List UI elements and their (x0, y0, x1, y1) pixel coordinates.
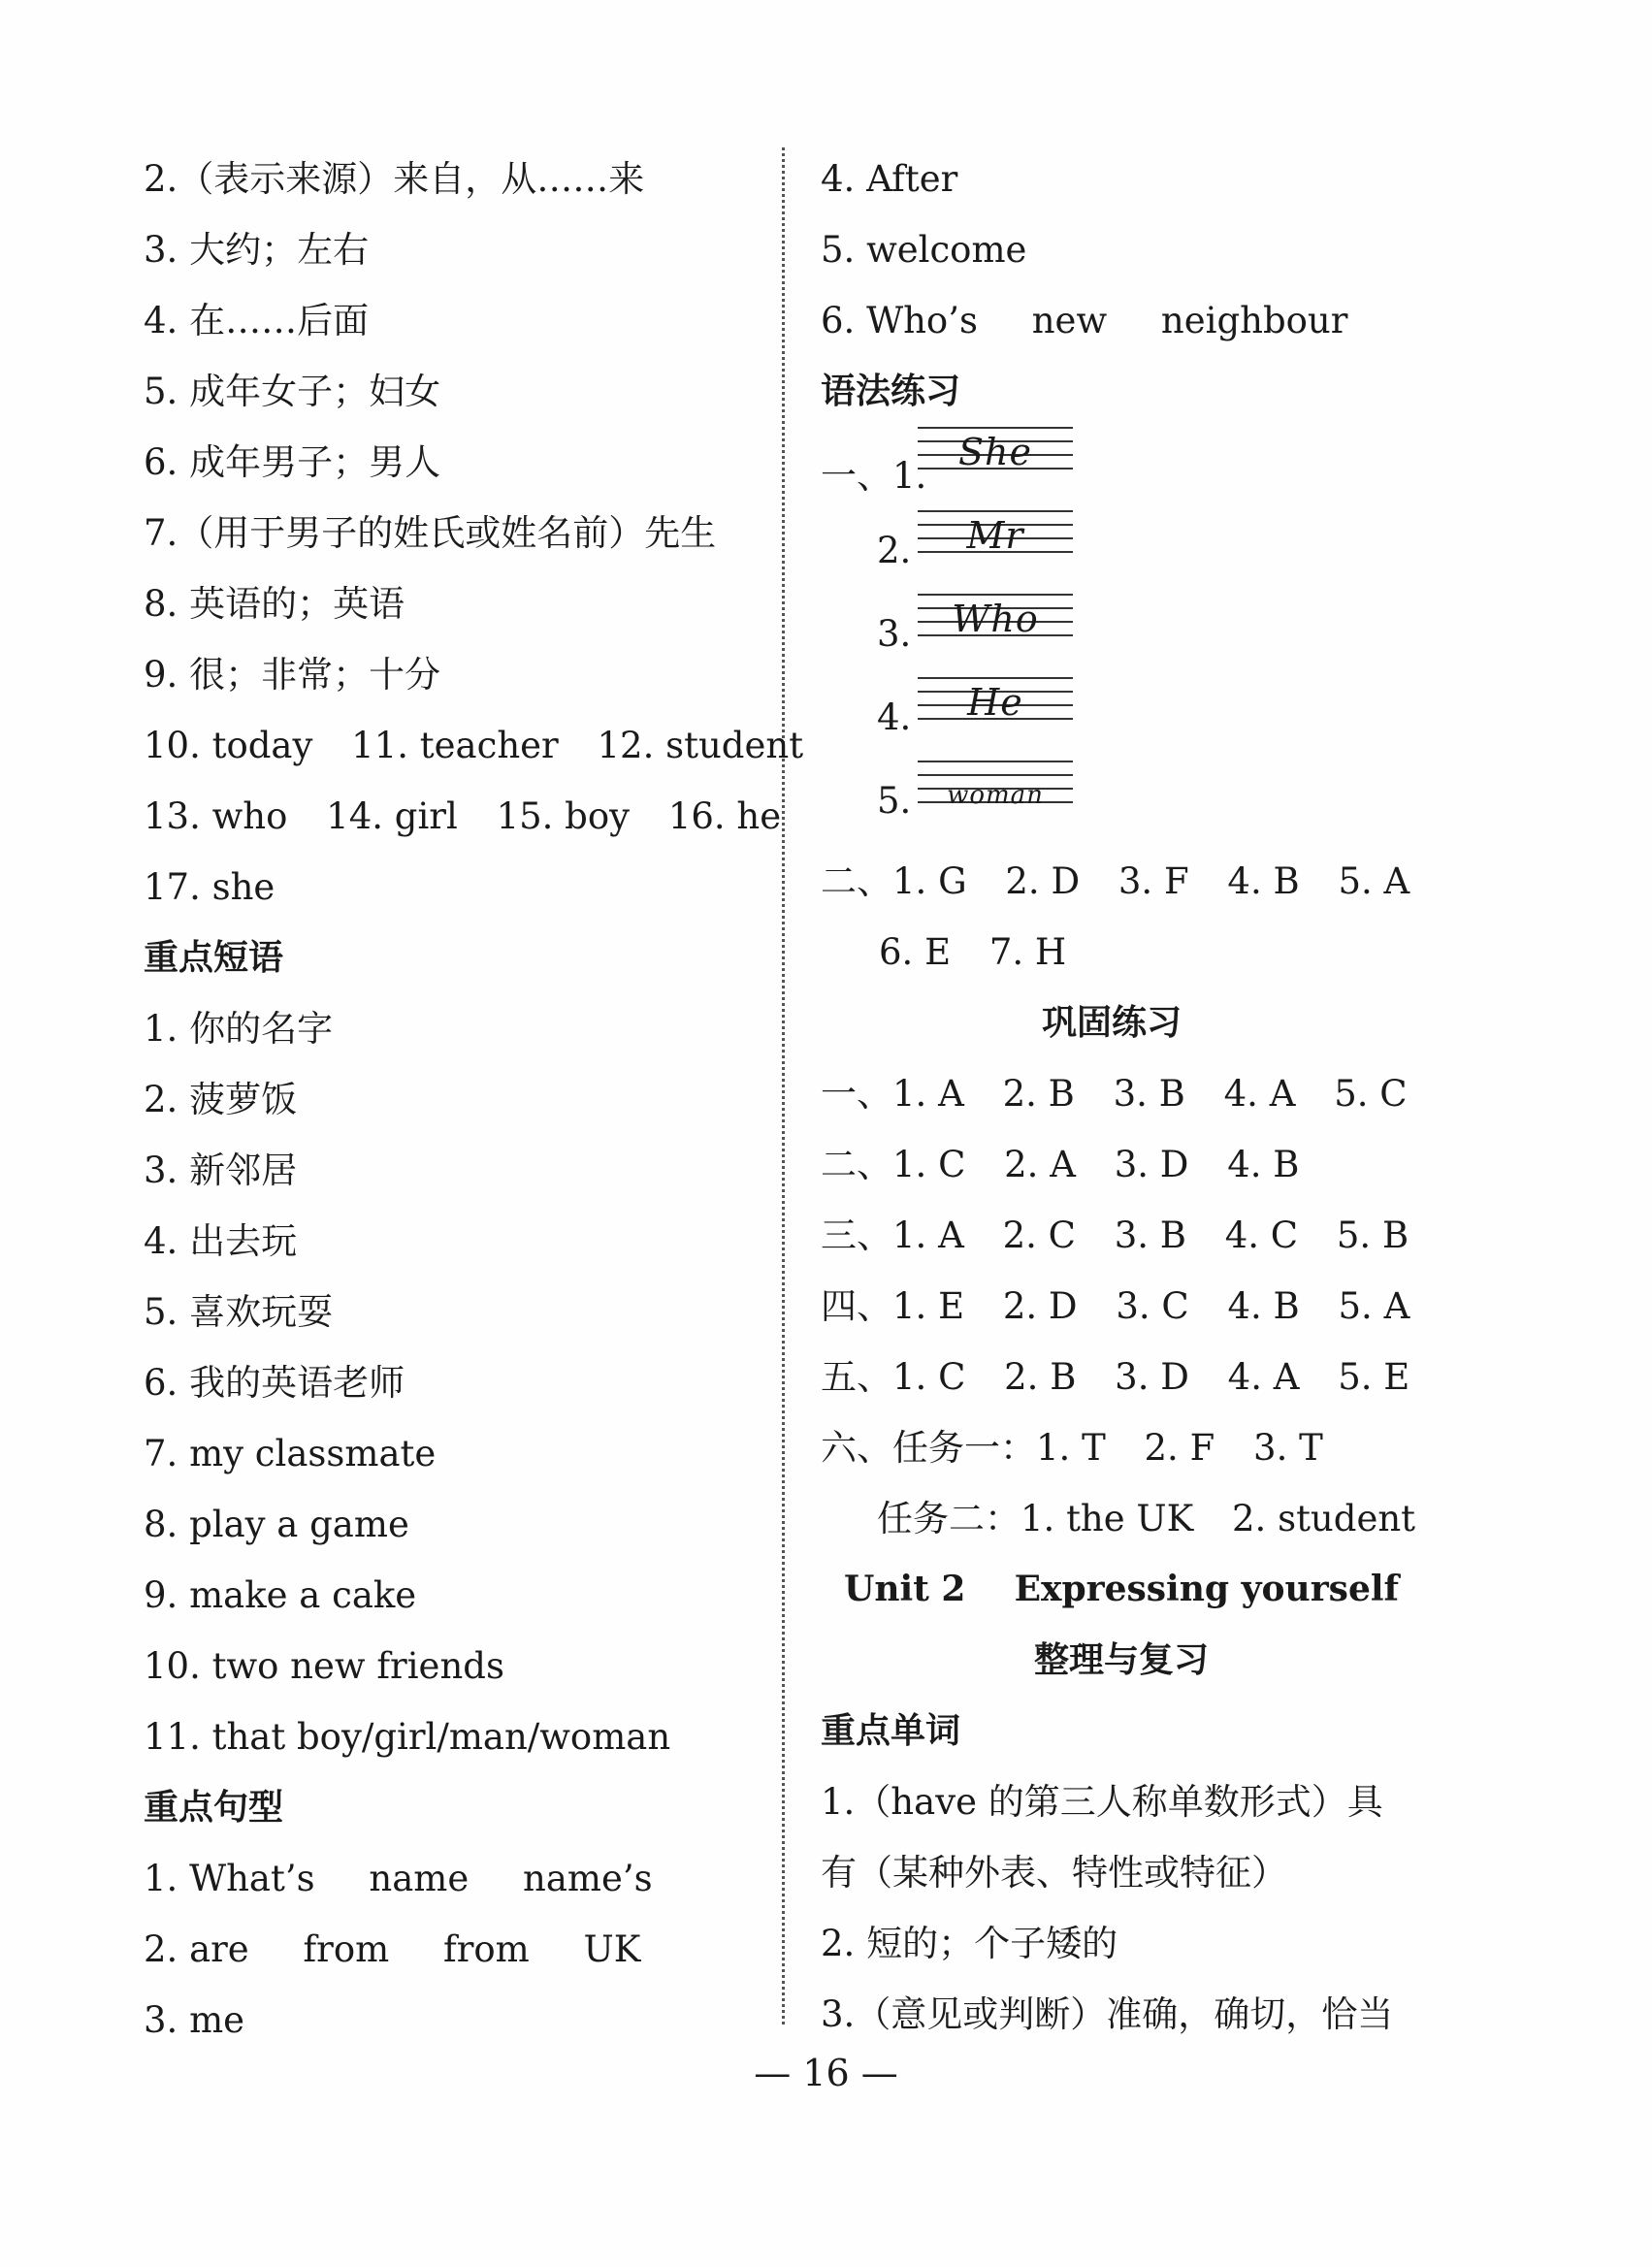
sentence-line (144, 1914, 764, 1985)
handwritten-answer: He (967, 681, 1023, 724)
review-heading: 整理与复习 (1033, 1640, 1209, 1680)
answer-line (821, 285, 1519, 356)
answer-line (821, 1271, 1519, 1342)
answer-line (821, 1129, 1519, 1200)
phrase-line: 6. 我的英语老师 (144, 1362, 405, 1404)
item-number: 3. (877, 613, 912, 655)
answer-item: 14. girl (326, 795, 458, 837)
answer-item: 2. D (1002, 1285, 1078, 1327)
answer-line (821, 846, 1519, 917)
vocab-row-10 (144, 710, 804, 781)
vocab-line: 1.（have 的第三人称单数形式）具 (821, 1781, 1383, 1823)
answer-line (821, 1342, 1519, 1412)
item-number: 2. (877, 530, 912, 571)
vocab-line: 3.（意见或判断）准确，确切，恰当 (821, 1993, 1394, 2035)
answer-item: 三、1. A (821, 1214, 964, 1256)
phrase-line: 4. 出去玩 (144, 1220, 298, 1262)
phrase-line: 10. two new friends (144, 1645, 504, 1687)
sentence-line (144, 1843, 764, 1914)
writing-lines (918, 594, 1073, 648)
answer-item: new (1031, 300, 1108, 341)
answer-item: 5. C (1334, 1073, 1408, 1115)
phrase-line: 2. 菠萝饭 (144, 1079, 298, 1120)
vocab-line: 7.（用于男子的姓氏或姓名前）先生 (144, 512, 717, 554)
vocab-line: 9. 很；非常；十分 (144, 654, 441, 696)
answer-line (821, 1483, 1519, 1554)
answer-item: 3. F (1118, 860, 1189, 902)
vocab-line: 有（某种外表、特性或特征） (821, 1852, 1287, 1894)
answer-item: 2. C (1002, 1214, 1076, 1256)
answer-item: 3. T (1253, 1427, 1323, 1469)
answer-item: 2. D (1005, 860, 1081, 902)
sentence-line (144, 1985, 764, 2056)
vocab-line: 6. 成年男子；男人 (144, 441, 441, 483)
handwritten-answer: Who (952, 598, 1039, 640)
vocab-line: 8. 英语的；英语 (144, 583, 405, 625)
phrase-line: 1. 你的名字 (144, 1008, 334, 1050)
answer-item: 一、1. A (821, 1073, 964, 1115)
answer-line (821, 1200, 1519, 1271)
writing-row (821, 427, 1519, 510)
column-divider (782, 147, 785, 2024)
answer-item: 6. E (879, 931, 952, 973)
answer-item: 2. B (1004, 1356, 1077, 1398)
writing-row (821, 510, 1519, 594)
writing-row (821, 761, 1519, 844)
page-number: — 16 — (754, 2052, 898, 2094)
answer-item: 二、1. C (821, 1144, 966, 1185)
answer-line (821, 1058, 1519, 1129)
phrase-line: 8. play a game (144, 1504, 409, 1545)
answer-item: name (369, 1858, 470, 1899)
handwriting-exercise (821, 427, 1519, 846)
answer-item: UK (583, 1928, 641, 1970)
answer-item: 2. F (1144, 1427, 1215, 1469)
answer-item: 2. are (144, 1928, 249, 1970)
answer-item: 5. B (1336, 1214, 1409, 1256)
answer-item: 2. B (1002, 1073, 1075, 1115)
right-column (821, 144, 1519, 2050)
answer-item: name’s (523, 1858, 653, 1899)
answer-item: 12. student (597, 725, 804, 766)
writing-lines (918, 761, 1073, 815)
answer-item: 3. B (1114, 1214, 1186, 1256)
phrase-line: 9. make a cake (144, 1574, 417, 1616)
writing-lines (918, 510, 1073, 565)
answer-item: 四、1. E (821, 1285, 965, 1327)
answer-item: 4. A (1227, 1356, 1300, 1398)
answer-item: 二、1. G (821, 860, 967, 902)
answer-line: 5. welcome (821, 229, 1027, 271)
answer-item: 11. teacher (351, 725, 559, 766)
section-prefix: 一、1. (821, 455, 927, 497)
vocab-heading: 重点单词 (821, 1711, 961, 1751)
answer-line: 4. After (821, 158, 958, 200)
answer-item: 五、1. C (821, 1356, 966, 1398)
phrase-line: 5. 喜欢玩耍 (144, 1291, 334, 1333)
writing-row (821, 677, 1519, 761)
answer-item: 4. B (1227, 1285, 1300, 1327)
consolidate-heading: 巩固练习 (1041, 1003, 1182, 1043)
answer-item: 4. B (1227, 1144, 1300, 1185)
sentences-heading: 重点句型 (144, 1788, 284, 1828)
unit-title: Unit 2 Expressing yourself (843, 1569, 1400, 1609)
answer-item: 3. B (1113, 1073, 1185, 1115)
handwritten-answer: Mr (966, 514, 1024, 557)
answer-item: 3. C (1116, 1285, 1189, 1327)
answer-item: 4. A (1223, 1073, 1296, 1115)
grammar-heading: 语法练习 (821, 372, 961, 411)
vocab-line: 3. 大约；左右 (144, 229, 370, 271)
writing-lines (918, 677, 1073, 731)
answer-line (821, 1412, 1519, 1483)
item-number: 5. (877, 780, 912, 822)
phrase-line: 7. my classmate (144, 1433, 437, 1474)
answer-line (821, 917, 1519, 988)
vocab-line: 17. she (144, 866, 275, 908)
answer-item: 6. Who’s (821, 300, 978, 341)
writing-row (821, 594, 1519, 677)
vocab-row-13 (144, 781, 782, 852)
answer-item: 3. D (1115, 1356, 1189, 1398)
answer-item: neighbour (1160, 300, 1348, 341)
answer-item: 7. H (988, 931, 1067, 973)
handwritten-answer: woman (947, 781, 1044, 810)
answer-item: 5. A (1338, 860, 1410, 902)
answer-item: 1. What’s (144, 1858, 315, 1899)
phrase-line: 3. 新邻居 (144, 1150, 298, 1191)
answer-item: 2. A (1004, 1144, 1076, 1185)
phrases-heading: 重点短语 (144, 938, 284, 978)
answer-item: 15. boy (496, 795, 631, 837)
answer-item: 3. me (144, 1999, 245, 2041)
writing-lines (918, 427, 1073, 481)
vocab-line: 4. 在……后面 (144, 300, 370, 341)
answer-item: 2. student (1232, 1498, 1416, 1539)
answer-item: 13. who (144, 795, 288, 837)
answer-item: 4. B (1227, 860, 1300, 902)
answer-item: 任务二：1. the UK (877, 1498, 1194, 1539)
vocab-line: 5. 成年女子；妇女 (144, 371, 441, 412)
answer-item: 10. today (144, 725, 313, 766)
handwritten-answer: She (958, 431, 1032, 473)
item-number: 4. (877, 696, 912, 738)
vocab-line: 2.（表示来源）来自，从……来 (144, 158, 645, 200)
answer-item: 4. C (1224, 1214, 1299, 1256)
answer-item: 六、任务一：1. T (821, 1427, 1106, 1469)
left-column (144, 144, 804, 2056)
answer-item: from (303, 1928, 390, 1970)
answer-item: 5. A (1338, 1285, 1410, 1327)
answer-item: 5. E (1338, 1356, 1410, 1398)
answer-item: 3. D (1114, 1144, 1189, 1185)
answer-item: 16. he (667, 795, 782, 837)
phrase-line: 11. that boy/girl/man/woman (144, 1716, 671, 1758)
vocab-line: 2. 短的；个子矮的 (821, 1923, 1118, 1964)
answer-item: from (443, 1928, 530, 1970)
